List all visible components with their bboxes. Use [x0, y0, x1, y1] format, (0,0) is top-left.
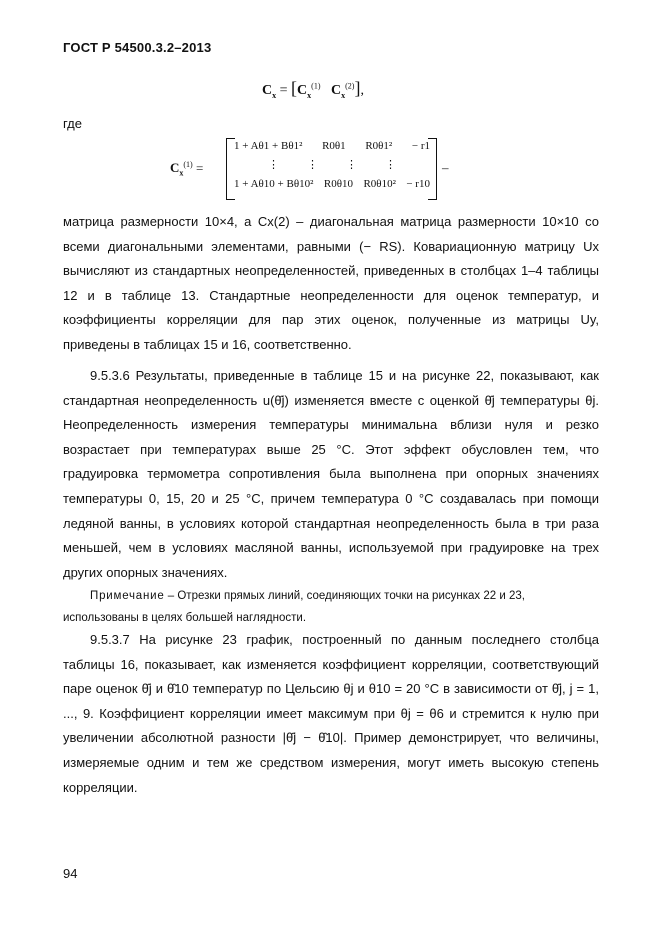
- paragraph-text: 9.5.3.7 На рисунке 23 график, построенный по данным последнего столбца таблицы 16, показывает, как изменяется коэффициент корреляции, соответствующий паре оценок θ̂j и θ̂10 температур по Цельсию θj и θ10 = 20 °С в зависимости от θ̂j, j = 1, ..., 9. Коэффициент корреляции имеет максимум при θj = θ6 и стремится к нулю при увеличении абсолютной разности |θ̂j − θ̂10|. Пример демонстрирует, что величины, измеряемые одним и тем же средством измерения, могут иметь высокую степень корреляции.: [63, 632, 599, 795]
- matrix-cell: ⋮: [307, 159, 318, 171]
- matrix-row-1: [234, 140, 430, 152]
- matrix-cell: ⋮: [385, 159, 396, 171]
- note-block: [63, 585, 599, 629]
- matrix-cell: ⋮: [346, 159, 357, 171]
- equation-cx-block: $C_x = [C_x^{(1)}$ $C_x^{(2)}$],: [262, 78, 364, 100]
- note-label: Примечание: [90, 590, 165, 602]
- matrix-cell: 1 + Aθ1 + Bθ1²: [234, 140, 303, 152]
- matrix-trailing-dash: –: [442, 160, 449, 175]
- paragraph-9-5-3-6: [63, 364, 599, 585]
- paragraph-text: матрица размерности 10×4, а Cx(2) – диагональная матрица размерности 10×10 со всеми диагональными элементами, равными (− RS). Ковариационную матрицу Ux вычисляют из стандартных неопределенностей, приведенных в столбцах 1–4 таблицы 12 и в таблице 13. Стандартные неопределенности для оценок температур, и коэффициенты корреляции для пар этих оценок, полученные из матрицы Uy, приведены в таблицах 15 и 16, соответственно.: [63, 214, 599, 352]
- note-text: – Отрезки прямых линий, соединяющих точки на рисунках 22 и 23, использованы в целях большей наглядности.: [63, 590, 525, 624]
- matrix-cell: 1 + Aθ10 + Bθ10²: [234, 178, 314, 190]
- matrix-cell: − r10: [406, 178, 430, 190]
- matrix-cell: R0θ10²: [363, 178, 396, 190]
- document-header: ГОСТ Р 54500.3.2–2013: [63, 40, 212, 55]
- matrix-cell: − r1: [411, 140, 430, 152]
- matrix-cell: ⋮: [268, 159, 279, 171]
- page-number: 94: [63, 866, 78, 881]
- paragraph-matrix-description: [63, 210, 599, 358]
- matrix-right-bracket: [428, 138, 437, 200]
- paragraph-9-5-3-7: [63, 628, 599, 800]
- matrix-row-3: [234, 178, 430, 190]
- matrix-row-2: [234, 158, 430, 171]
- where-label: где: [63, 116, 82, 131]
- matrix-cell: R0θ1: [322, 140, 346, 152]
- matrix-cell: R0θ1²: [365, 140, 393, 152]
- matrix-cell: R0θ10: [323, 178, 353, 190]
- paragraph-text: 9.5.3.6 Результаты, приведенные в таблице 15 и на рисунке 22, показывают, как стандартная неопределенность u(θ̂j) изменяется вместе с оценкой θ̂j температуры θj. Неопределенность измерения температуры минимальна вблизи нуля и резко возрастает при температурах выше 25 °С. Этот эффект обусловлен тем, что градуировка термометра сопротивления была выполнена при опорных значениях температуры 0, 15, 20 и 25 °С, причем температура 0 °С создавалась при помощи ледяной ванны, в условиях которой стандартная неопределенность была в три раза меньшей, чем в условиях масляной ванны, используемой при градуировке на трех других опорных значениях.: [63, 368, 599, 580]
